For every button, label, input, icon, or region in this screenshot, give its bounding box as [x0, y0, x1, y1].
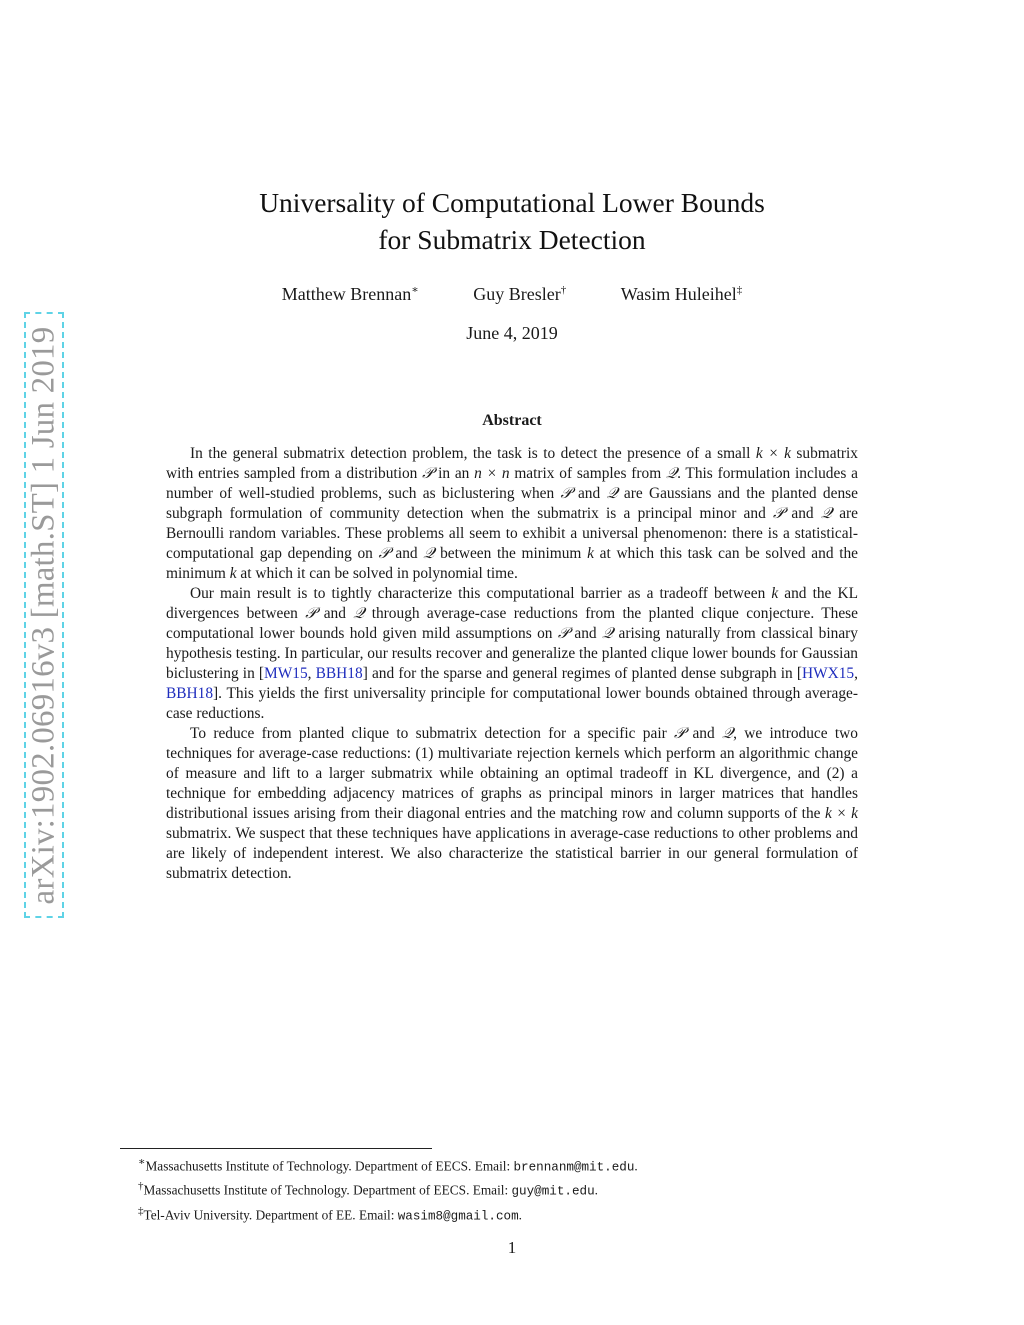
arxiv-identifier: arXiv:1902.06916v3 [math.ST] 1 Jun 2019: [25, 326, 62, 904]
arxiv-side-stamp: [24, 312, 64, 918]
abstract-paragraph-2: Our main result is to tightly characterize this computational barrier as a tradeoff between k and the KL divergences between 𝒫 and 𝒬 through average-case reductions from the planted clique conjecture. These computational lower bounds hold given mild assumptions on 𝒫 and 𝒬 arising naturally from classical binary hypothesis testing. In particular, our results recover and generalize the planted clique lower bounds for Gaussian biclustering in [MW15, BBH18] and for the sparse and general regimes of planted dense subgraph in [HWX15, BBH18]. This yields the first universality principle for computational lower bounds obtained through average-case reductions.: [166, 585, 858, 722]
email-brennan: brennanm@mit.edu: [513, 1160, 635, 1175]
paper-title: [0, 184, 1024, 258]
abstract-paragraph-3: To reduce from planted clique to submatrix detection for a specific pair 𝒫 and 𝒬, we introduce two techniques for average-case reductions: (1) multivariate rejection kernels which perform an algorithmic change of measure and lift to a larger submatrix while obtaining an optimal tradeoff in KL divergence, and (2) a technique for embedding adjacency matrices of graphs as principal minors in larger matrices that handles distributional issues arising from their diagonal entries and the matching row and column supports of the k × k submatrix. We suspect that these techniques have applications in average-case reductions to other problems and are likely of independent interest. We also characterize the statistical barrier in our general formulation of submatrix detection.: [166, 725, 858, 882]
email-huleihel: wasim8@gmail.com: [397, 1209, 519, 1224]
footnotes: [138, 1153, 638, 1226]
citation-bbh18-second[interactable]: BBH18: [166, 685, 214, 702]
email-bresler: guy@mit.edu: [511, 1184, 595, 1199]
footnote-2: †Massachusetts Institute of Technology. Department of EECS. Email: guy@mit.edu.: [138, 1180, 598, 1199]
author-huleihel: Wasim Huleihel‡: [620, 284, 743, 304]
footnote-divider: [120, 1148, 432, 1149]
abstract-heading: Abstract: [482, 412, 542, 429]
author-list: [0, 283, 1024, 305]
title-line-2: for Submatrix Detection: [378, 224, 646, 255]
footnote-1: ∗Massachusetts Institute of Technology. Department of EECS. Email: brennanm@mit.edu.: [138, 1156, 638, 1175]
page-number: 1: [507, 1238, 517, 1257]
abstract-paragraph-1: In the general submatrix detection problem, the task is to detect the presence of a small k × k submatrix with entries sampled from a distribution 𝒫 in an n × n matrix of samples from 𝒬. This formulation includes a number of well-studied problems, such as biclustering when 𝒫 and 𝒬 are Gaussians and the planted dense subgraph formulation of community detection when the submatrix is a principal minor and 𝒫 and 𝒬 are Bernoulli random variables. These problems all seem to exhibit a universal phenomenon: there is a statistical-computational gap depending on 𝒫 and 𝒬 between the minimum k at which this task can be solved and the minimum k at which it can be solved in polynomial time.: [166, 445, 859, 582]
author-bresler: Guy Bresler†: [473, 284, 567, 304]
citation-bbh18[interactable]: BBH18: [315, 665, 363, 682]
title-line-1: Universality of Computational Lower Bounds: [259, 187, 765, 218]
citation-hwx15[interactable]: HWX15: [801, 665, 855, 682]
author-brennan: Matthew Brennan∗: [281, 284, 419, 304]
abstract-body: [166, 444, 858, 884]
paper-date: June 4, 2019: [466, 323, 558, 343]
footnote-3: ‡Tel-Aviv University. Department of EE. Email: wasim8@gmail.com.: [138, 1204, 522, 1224]
citation-mw15[interactable]: MW15: [264, 665, 308, 682]
